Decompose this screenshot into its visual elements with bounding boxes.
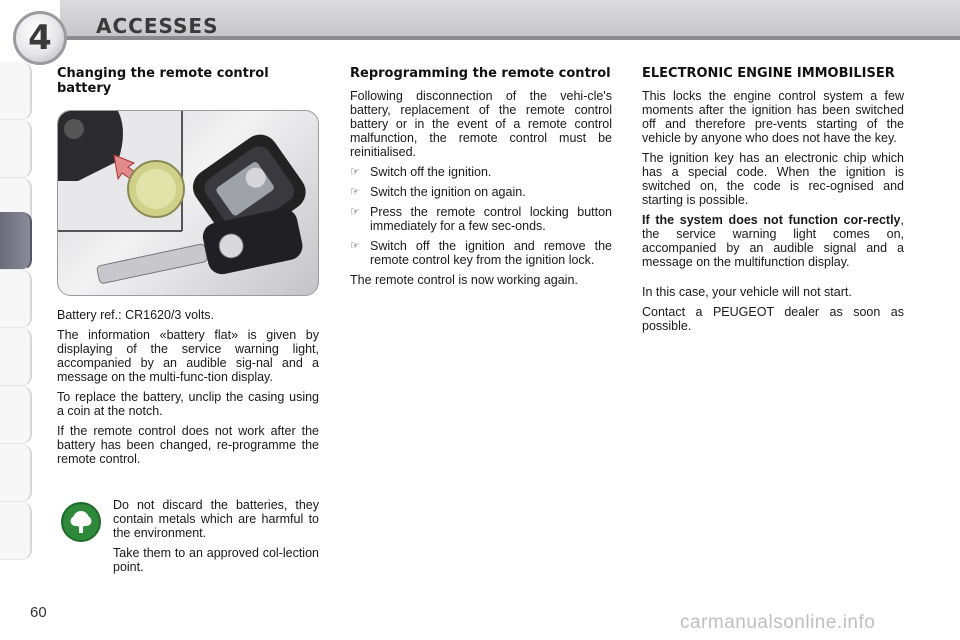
- chapter-tab-2[interactable]: [0, 120, 32, 178]
- eco-paragraph-2: Take them to an approved col-lection point.: [113, 546, 319, 574]
- eco-text: [113, 498, 319, 580]
- step-item: [350, 185, 612, 199]
- battery-paragraph-1: Battery ref.: CR1620/3 volts.: [57, 308, 215, 322]
- immobiliser-warning: [642, 213, 904, 269]
- warning-rest: , the service warning light comes on, accompanied by an audible signal and a message on the multifunction display.: [642, 213, 904, 269]
- chapter-tab-9[interactable]: [0, 502, 32, 560]
- battery-paragraph-4: If the remote control does not work after the battery has been changed, re-programme the remote control.: [57, 424, 319, 466]
- step-text: Switch off the ignition and remove the remote control key from the ignition lock.: [370, 239, 612, 267]
- step-text: Press the remote control locking button immediately for a few sec-onds.: [370, 205, 612, 233]
- chapter-tab-4-active[interactable]: [0, 212, 32, 270]
- step-item: [350, 165, 612, 179]
- chapter-tab-1[interactable]: [0, 62, 32, 120]
- pointing-hand-icon: ☞: [350, 206, 360, 218]
- immobiliser-paragraph-1: This locks the engine control system a few moments after the ignition has been switched off and therefore pre-vents starting of the vehicle by anyone who does not have the key.: [642, 89, 904, 145]
- section-title: ACCESSES: [96, 14, 219, 38]
- immobiliser-closing-1: In this case, your vehicle will not start.: [642, 285, 852, 299]
- step-item: [350, 205, 612, 233]
- eco-paragraph-1: Do not discard the batteries, they contain metals which are harmful to the environment.: [113, 498, 319, 540]
- warning-lead: If the system does not function cor-rectly: [642, 213, 901, 227]
- chapter-tab-7[interactable]: [0, 386, 32, 444]
- battery-paragraph-2: The information «battery flat» is given by displaying of the service warning light, accompanied by an audible sig-nal and a message on the multi-func-tion display.: [57, 328, 319, 384]
- column-battery: [57, 66, 319, 472]
- eco-note: [57, 498, 319, 578]
- chapter-number: 4: [28, 18, 52, 58]
- immobiliser-paragraph-2: The ignition key has an electronic chip which has a special code. When the ignition is switched on, the code is rec-ognised and starting is possible.: [642, 151, 904, 207]
- chapter-tab-6[interactable]: [0, 328, 32, 386]
- step-item: [350, 239, 612, 267]
- chapter-tab-8[interactable]: [0, 444, 32, 502]
- watermark: carmanualsonline.info: [680, 612, 876, 633]
- step-text: Switch the ignition on again.: [370, 185, 526, 199]
- reprogramming-intro: Following disconnection of the vehi-cle's battery, replacement of the remote control battery or in the event of a remote control malfunction, the remote control must be reinitialised.: [350, 89, 612, 159]
- chapter-badge: [13, 11, 67, 65]
- column-immobiliser: [642, 66, 904, 339]
- column-reprogramming: [350, 66, 612, 293]
- tree-eco-icon: [61, 502, 101, 542]
- chapter-tab-5[interactable]: [0, 270, 32, 328]
- immobiliser-closing-2: Contact a PEUGEOT dealer as soon as possible.: [642, 305, 904, 333]
- pointing-hand-icon: ☞: [350, 186, 360, 198]
- step-text: Switch off the ignition.: [370, 165, 492, 179]
- chapter-tab-rail: [0, 62, 32, 574]
- heading-reprogramming: Reprogramming the remote control: [350, 66, 611, 81]
- battery-paragraph-3: To replace the battery, unclip the casing using a coin at the notch.: [57, 390, 319, 418]
- page-number: 60: [30, 604, 47, 621]
- pointing-hand-icon: ☞: [350, 166, 360, 178]
- heading-immobiliser: ELECTRONIC ENGINE IMMOBILISER: [642, 66, 895, 81]
- remote-control-battery-photo: [57, 110, 319, 296]
- heading-changing-battery: Changing the remote control battery: [57, 66, 269, 96]
- reprogramming-outro: The remote control is now working again.: [350, 273, 578, 287]
- pointing-hand-icon: ☞: [350, 240, 360, 252]
